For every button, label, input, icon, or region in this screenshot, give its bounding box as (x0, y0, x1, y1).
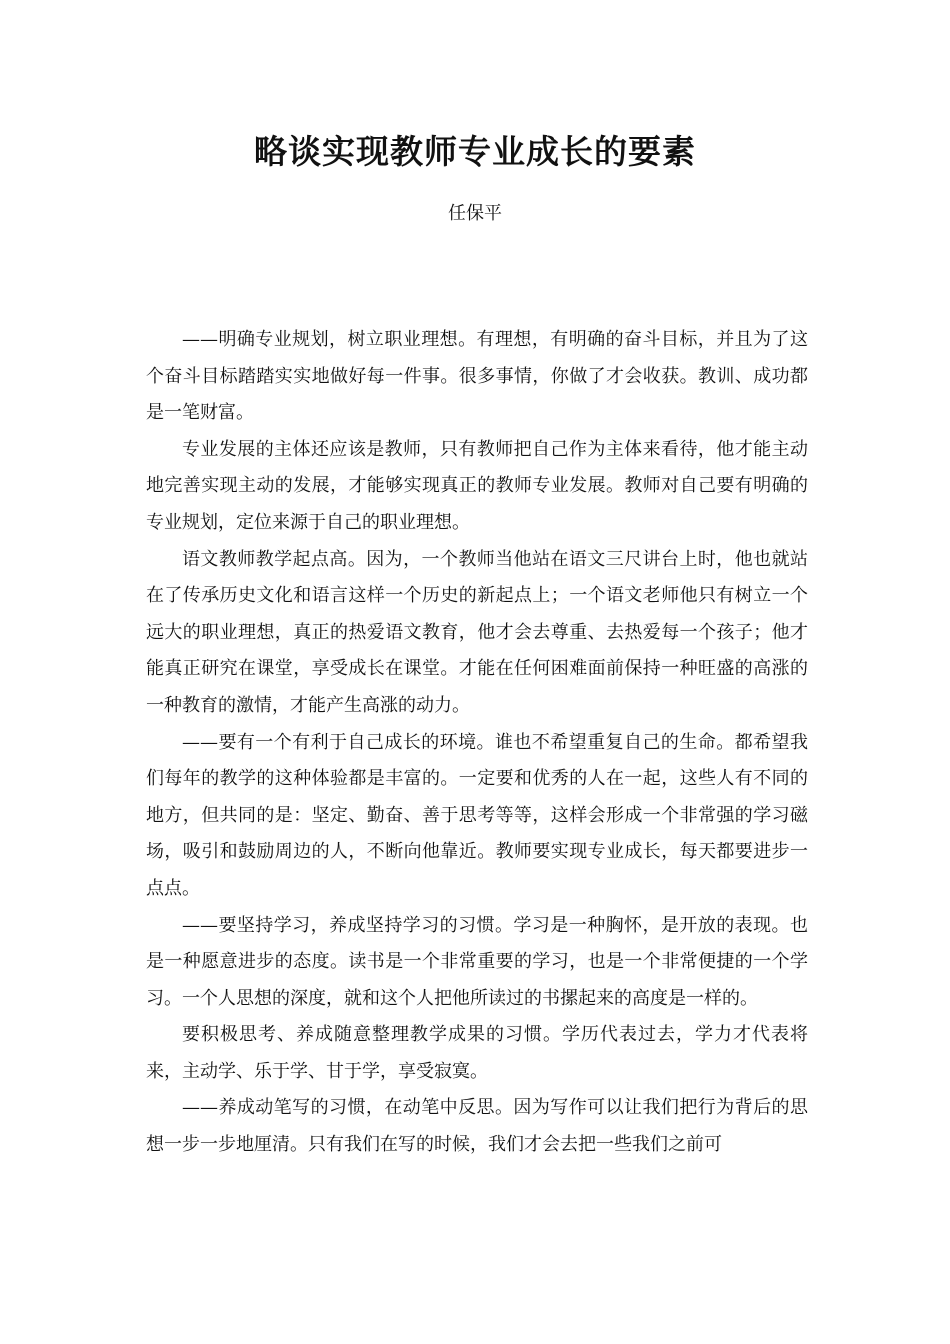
author-name: 任保平 (448, 203, 502, 224)
paragraph: 语文教师教学起点高。因为，一个教师当他站在语文三尺讲台上时，他也就站在了传承历史文化和语言这样一个历史的新起点上；一个语文老师他只有树立一个远大的职业理想，真正的热爱语文教育，他才会去尊重、去热爱每一个孩子；他才能真正研究在课堂，享受成长在课堂。才能在任何困难面前保持一种旺盛的高涨的一种教育的激情，才能产生高涨的动力。 (146, 548, 808, 716)
document-body (146, 322, 808, 1164)
paragraph: ——要坚持学习，养成坚持学习的习惯。学习是一种胸怀，是开放的表现。也是一种愿意进步的态度。读书是一个非常重要的学习，也是一个非常便捷的一个学习。一个人思想的深度，就和这个人把他所读过的书摞起来的高度是一样的。 (146, 914, 808, 1009)
paragraph: ——要有一个有利于自己成长的环境。谁也不希望重复自己的生命。都希望我们每年的教学的这种体验都是丰富的。一定要和优秀的人在一起，这些人有不同的地方，但共同的是：坚定、勤奋、善于思考等等，这样会形成一个非常强的学习磁场，吸引和鼓励周边的人，不断向他靠近。教师要实现专业成长，每天都要进步一点点。 (146, 731, 808, 899)
paragraph: ——养成动笔写的习惯，在动笔中反思。因为写作可以让我们把行为背后的思想一步一步地厘清。只有我们在写的时候，我们才会去把一些我们之前可 (146, 1097, 808, 1156)
document-title: 略谈实现教师专业成长的要素 (254, 132, 696, 171)
paragraph: 专业发展的主体还应该是教师，只有教师把自己作为主体来看待，他才能主动地完善实现主动的发展，才能够实现真正的教师专业发展。教师对自己要有明确的专业规划，定位来源于自己的职业理想。 (146, 438, 808, 533)
paragraph: ——明确专业规划，树立职业理想。有理想，有明确的奋斗目标，并且为了这个奋斗目标踏踏实实地做好每一件事。很多事情，你做了才会收获。教训、成功都是一笔财富。 (146, 329, 808, 424)
paragraph: 要积极思考、养成随意整理教学成果的习惯。学历代表过去，学力才代表将来，主动学、乐于学、甘于学，享受寂寞。 (146, 1024, 808, 1082)
